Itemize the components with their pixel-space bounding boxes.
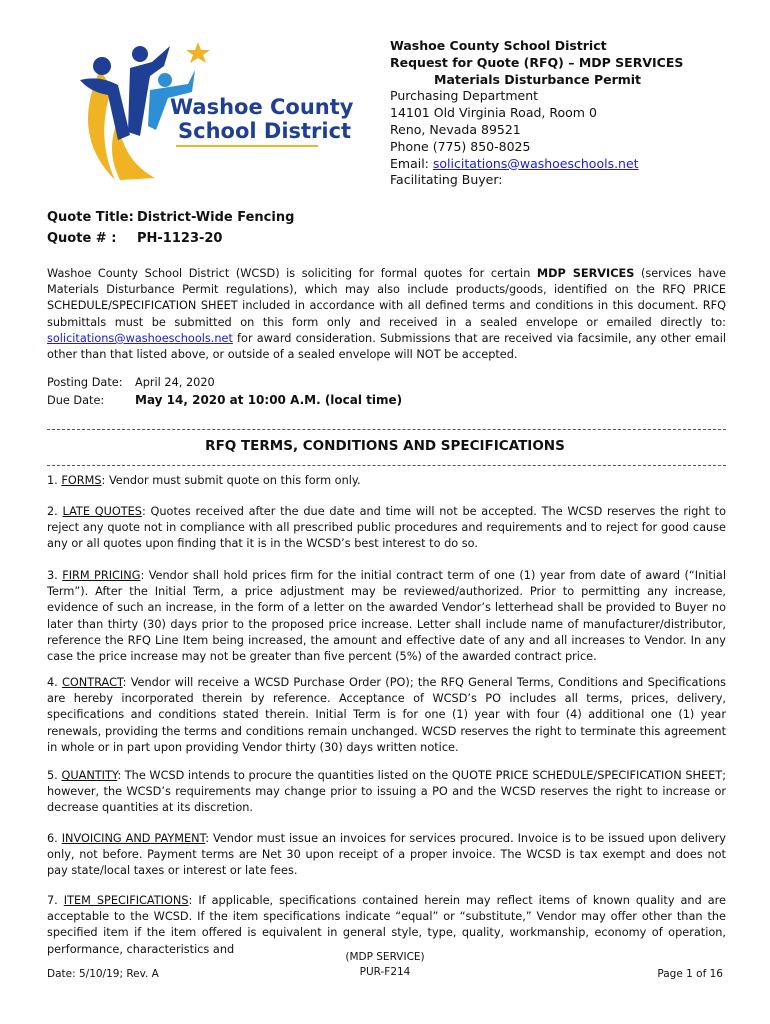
header-block <box>390 38 683 189</box>
term-item-5 <box>47 768 726 817</box>
term-item-1 <box>47 473 726 489</box>
intro-paragraph <box>47 266 726 363</box>
item-number: 3. <box>47 569 63 582</box>
posting-date-value: April 24, 2020 <box>135 376 215 389</box>
logo-text-line1: Washoe County <box>170 95 354 119</box>
item-heading: FORMS <box>61 474 102 487</box>
quote-number-row <box>47 231 222 246</box>
quote-title-row <box>47 210 294 225</box>
term-item-3 <box>47 568 726 665</box>
item-heading: ITEM SPECIFICATIONS <box>63 894 189 907</box>
term-item-7 <box>47 893 726 958</box>
intro-email-link[interactable]: solicitations@washoeschools.net <box>47 331 233 345</box>
item-text: : Vendor must issue an invoices for services procured. Invoice is to be issued upon delivery only, not before. Payment terms are Net 30 upon receipt of a proper invoice. The WCSD is tax exempt and does not pay state/local taxes or interest or late fees. <box>47 832 726 878</box>
item-heading: CONTRACT <box>62 676 123 689</box>
due-date-value: May 14, 2020 at 10:00 A.M. (local time) <box>135 393 403 407</box>
intro-text-2: (services have Materials Disturbance Permit regulations), which may also include products/goods, identified on the RFQ PRICE SCHEDULE/SPECIFICATION SHEET included in accordance with all defined terms and conditions in this document. RFQ submittals must be submitted on this form only and received in a sealed envelope or emailed directly to: <box>47 267 726 329</box>
due-date-label: Due Date: <box>47 394 105 407</box>
item-text: : The WCSD intends to procure the quantities listed on the QUOTE PRICE SCHEDULE/SPECIFICATION SHEET; however, the WCSD’s requirements may change prior to issuing a PO and the WCSD reserves the right to increase or decrease quantities at its discretion. <box>47 769 726 815</box>
term-item-2 <box>47 504 726 553</box>
item-text: : Vendor must submit quote on this form only. <box>101 474 361 487</box>
facilitating-buyer: Facilitating Buyer: <box>390 172 503 188</box>
item-number: 5. <box>47 769 62 782</box>
posting-date-label: Posting Date: <box>47 376 123 389</box>
email-line <box>390 156 683 173</box>
intro-bold: MDP SERVICES <box>536 267 635 280</box>
divider-top <box>47 429 726 430</box>
rfq-subtitle: Materials Disturbance Permit <box>434 71 642 87</box>
footer-center <box>0 950 770 980</box>
org-name: Washoe County School District <box>390 38 607 53</box>
item-heading: INVOICING AND PAYMENT <box>61 832 206 845</box>
term-item-6 <box>47 831 726 880</box>
item-number: 2. <box>47 505 63 518</box>
address-line2: Reno, Nevada 89521 <box>390 121 521 137</box>
address-line1: 14101 Old Virginia Road, Room 0 <box>390 105 597 121</box>
rfq-title: Request for Quote (RFQ) – MDP SERVICES <box>390 54 684 70</box>
item-text: : Quotes received after the due date and time will not be accepted. The WCSD reserves the right to reject any quote not in compliance with all prescribed public procedures and requirements and to reject for good cause any or all quotes upon finding that it is in the WCSD’s best interest to do so. <box>47 505 726 551</box>
due-date-row <box>47 392 402 409</box>
quote-number-value: PH-1123-20 <box>137 231 223 246</box>
item-heading: LATE QUOTES <box>62 505 142 518</box>
posting-date-row <box>47 375 215 391</box>
term-item-4 <box>47 675 726 756</box>
logo-text-line2: School District <box>178 119 352 143</box>
logo-graphic <box>60 40 354 190</box>
footer-service: (MDP SERVICE) <box>345 951 425 963</box>
item-heading: QUANTITY <box>61 769 118 782</box>
quote-number-label: Quote # : <box>47 231 117 246</box>
intro-text-1: Washoe County School District (WCSD) is soliciting for formal quotes for certain <box>47 267 537 280</box>
item-text: : Vendor will receive a WCSD Purchase Order (PO); the RFQ General Terms, Conditions and Specifications are hereby incorporated therein by reference. Acceptance of WCSD’s PO includes all terms, prices, delivery, specifications and conditions stated therein. Initial Term is for one (1) year with four (4) additional one (1) year renewals, providing the terms and conditions remain unchanged. WCSD reserves the right to terminate this agreement in whole or in part upon providing Vendor thirty (30) days written notice. <box>47 676 726 754</box>
item-number: 4. <box>47 676 63 689</box>
quote-title-value: District-Wide Fencing <box>137 210 295 225</box>
item-text: : If applicable, specifications contained herein may reflect items of known quality and are acceptable to the WCSD. If the item specifications indicate “equal” or “substitute,” Vendor may offer other than the specified item if the item offered is equivalent in general style, type, quality, workmanship, economy of operation, performance, characteristics and <box>47 894 726 956</box>
email-label: Email: <box>390 155 433 171</box>
footer-form-id: PUR-F214 <box>359 966 411 978</box>
intro-text-3: for award consideration. Submissions that are received via facsimile, any other email other than that listed above, or outside of a sealed envelope will NOT be accepted. <box>47 331 726 362</box>
email-link[interactable]: solicitations@washoeschools.net <box>432 155 639 171</box>
phone: Phone (775) 850-8025 <box>390 138 531 154</box>
quote-title-label: Quote Title: <box>47 210 134 225</box>
footer-page-number: Page 1 of 16 <box>657 968 723 980</box>
section-title: RFQ TERMS, CONDITIONS AND SPECIFICATIONS <box>205 438 565 454</box>
item-text: : Vendor shall hold prices firm for the initial contract term of one (1) year from date of award (“Initial Term”). After the Initial Term, a price adjustment may be reviewed/authorized. Prior to permitting any increase, evidence of such an increase, in the form of a letter on the awarded Vendor’s letterhead shall be provided to Buyer no later than thirty (30) days prior to the proposed price increase. Letter shall include name of manufacturer/distributor, reference the RFQ Line Item being increased, the amount and effective date of any and all increases to Vendor. In any case the price increase may not be greater than five percent (5%) of the awarded contract price. <box>47 569 726 664</box>
item-number: 6. <box>47 832 62 845</box>
item-number: 7. <box>47 894 64 907</box>
divider-bottom <box>47 465 726 466</box>
district-logo <box>60 40 354 190</box>
item-number: 1. <box>47 474 62 487</box>
department: Purchasing Department <box>390 88 539 104</box>
footer-date: Date: 5/10/19; Rev. A <box>47 968 159 980</box>
item-heading: FIRM PRICING <box>62 569 141 582</box>
